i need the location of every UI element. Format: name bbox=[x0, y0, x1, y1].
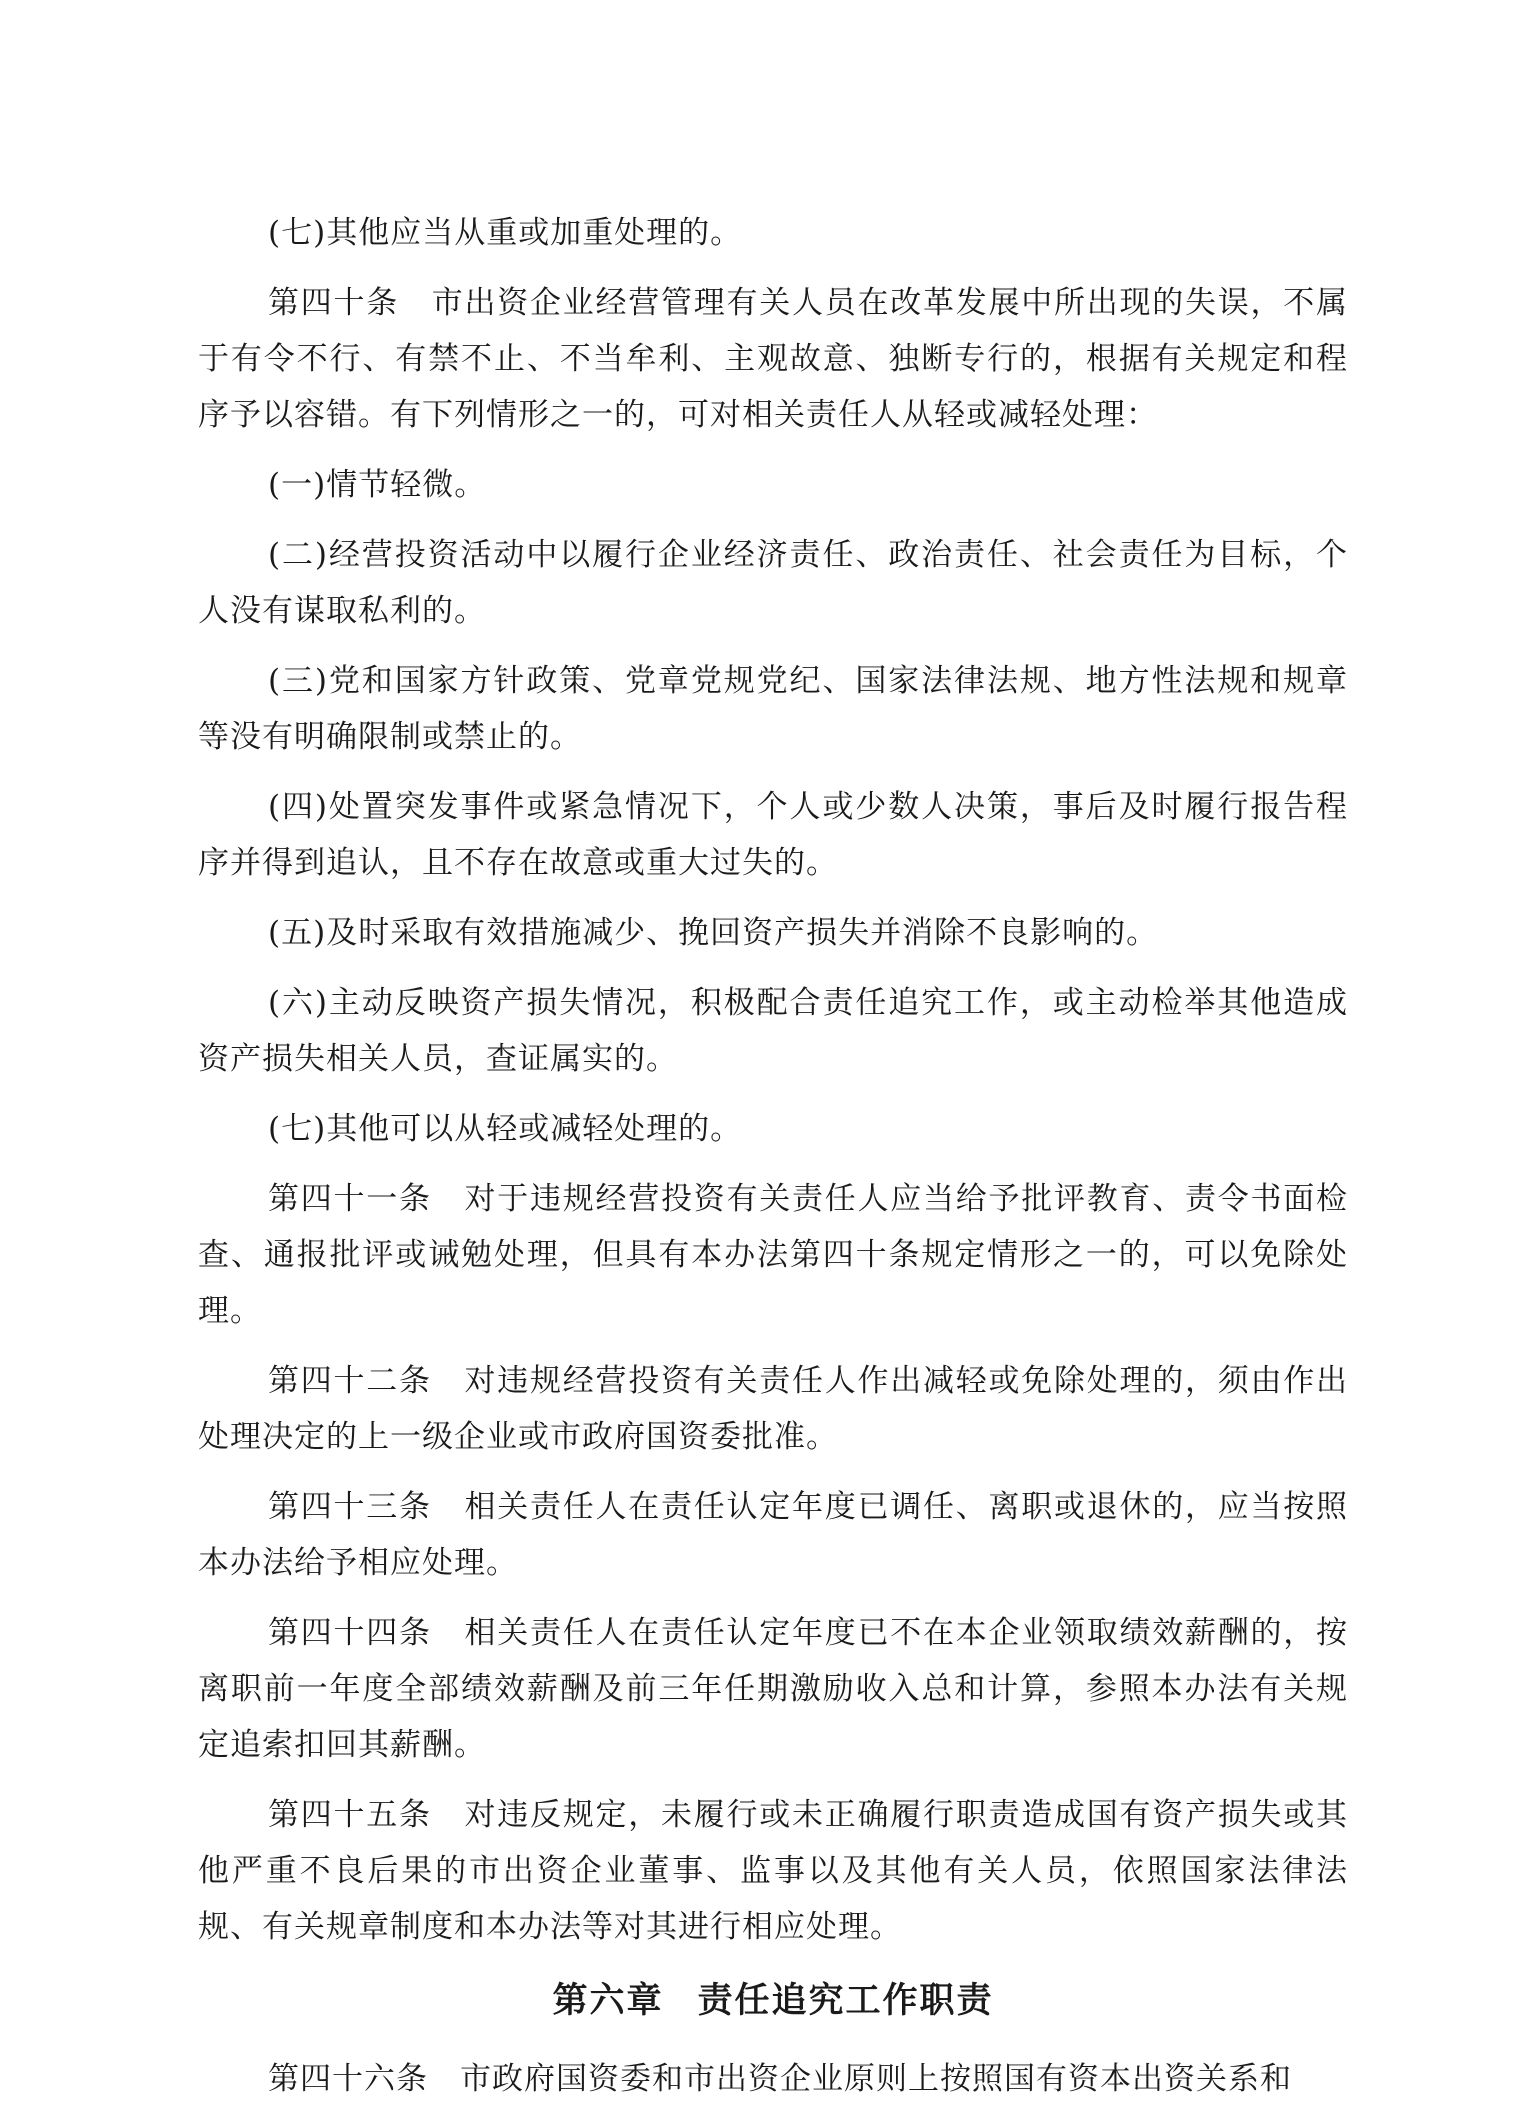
article-41: 第四十一条 对于违规经营投资有关责任人应当给予批评教育、责令书面检查、通报批评或诫勉处理，但具有本办法第四十条规定情形之一的，可以免除处理。 bbox=[198, 1181, 1348, 1329]
paragraph: (七)其他应当从重或加重处理的。 bbox=[268, 215, 743, 251]
article-42: 第四十二条 对违规经营投资有关责任人作出减轻或免除处理的，须由作出处理决定的上一级企业或市政府国资委批准。 bbox=[198, 1363, 1348, 1455]
document-body bbox=[198, 205, 1348, 2121]
list-item: (四)处置突发事件或紧急情况下，个人或少数人决策，事后及时履行报告程序并得到追认，且不存在故意或重大过失的。 bbox=[198, 789, 1348, 881]
list-item: (六)主动反映资产损失情况，积极配合责任追究工作，或主动检举其他造成资产损失相关人员，查证属实的。 bbox=[198, 985, 1348, 1077]
article-44: 第四十四条 相关责任人在责任认定年度已不在本企业领取绩效薪酬的，按离职前一年度全部绩效薪酬及前三年任期激励收入总和计算，参照本办法有关规定追索扣回其薪酬。 bbox=[198, 1615, 1348, 1763]
list-item: (一)情节轻微。 bbox=[268, 467, 487, 503]
list-item: (二)经营投资活动中以履行企业经济责任、政治责任、社会责任为目标，个人没有谋取私利的。 bbox=[198, 537, 1348, 629]
article-45: 第四十五条 对违反规定，未履行或未正确履行职责造成国有资产损失或其他严重不良后果的市出资企业董事、监事以及其他有关人员，依照国家法律法规、有关规章制度和本办法等对其进行相应处理。 bbox=[198, 1797, 1348, 1945]
article-43: 第四十三条 相关责任人在责任认定年度已调任、离职或退休的，应当按照本办法给予相应处理。 bbox=[198, 1489, 1348, 1581]
list-item: (五)及时采取有效措施减少、挽回资产损失并消除不良影响的。 bbox=[268, 915, 1159, 951]
article-46: 第四十六条 市政府国资委和市出资企业原则上按照国有资本出资关系和 bbox=[268, 2061, 1292, 2097]
chapter-heading bbox=[198, 1971, 1348, 2031]
chapter-title: 责任追究工作职责 bbox=[697, 1981, 994, 2021]
list-item: (七)其他可以从轻或减轻处理的。 bbox=[268, 1111, 743, 1147]
chapter-number: 第六章 bbox=[552, 1981, 664, 2021]
article-40: 第四十条 市出资企业经营管理有关人员在改革发展中所出现的失误，不属于有令不行、有禁不止、不当牟利、主观故意、独断专行的，根据有关规定和程序予以容错。有下列情形之一的，可对相关责任人从轻或减轻处理： bbox=[198, 285, 1348, 433]
list-item: (三)党和国家方针政策、党章党规党纪、国家法律法规、地方性法规和规章等没有明确限制或禁止的。 bbox=[198, 663, 1348, 755]
